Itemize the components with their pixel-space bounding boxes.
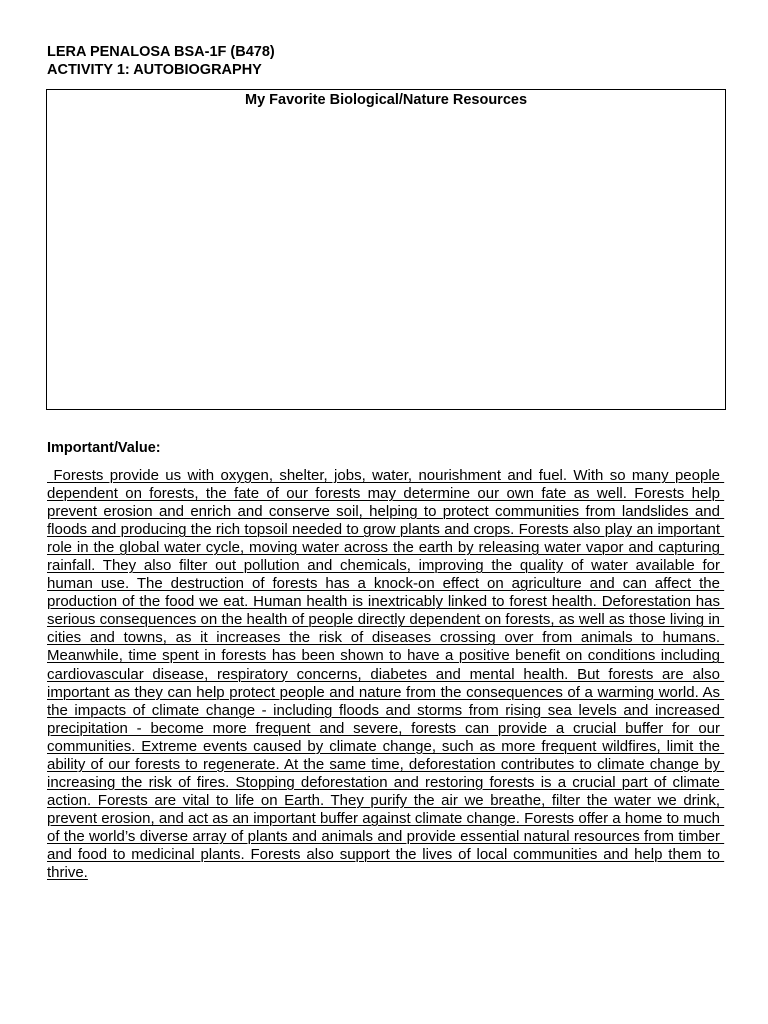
activity-title: ACTIVITY 1: AUTOBIOGRAPHY: [47, 62, 262, 78]
favorite-resources-box: [46, 89, 726, 410]
importance-paragraph: Forests provide us with oxygen, shelter, jobs, water, nourishment and fuel. With so many people dependent on forests, the fate of our forests may determine our own fate as well. Forests help prevent erosion and enrich and conserve soil, helping to protect communities from landslides and floods and producing the rich topsoil needed to grow plants and crops. Forests also play an important role in the global water cycle, moving water across the earth by releasing water vapor and capturing rainfall. They also filter out pollution and chemicals, improving the quality of water available for human use. The destruction of forests has a knock-on effect on agriculture and can affect the production of the food we eat. Human health is inextricably linked to forest health. Deforestation has serious consequences on the health of people directly dependent on forests, as well as those living in cities and towns, as it increases the risk of diseases crossing over from animals to humans. Meanwhile, time spent in forests has been shown to have a positive benefit on conditions including cardiovascular disease, respiratory concerns, diabetes and mental health. But forests are also important as they can help protect people and nature from the consequences of a warming world. As the impacts of climate change - including floods and storms from rising sea levels and increased precipitation - become more frequent and severe, forests can provide a crucial buffer for our communities. Extreme events caused by climate change, such as more frequent wildfires, limit the ability of our forests to regenerate. At the same time, deforestation contributes to climate change by increasing the risk of fires. Stopping deforestation and restoring forests is a crucial part of climate action. Forests are vital to life on Earth. They purify the air we breathe, filter the water we drink, prevent erosion, and act as an important buffer against climate change. Forests offer a home to much of the world’s diverse array of plants and animals and provide essential natural resources from timber and food to medicinal plants. Forests also support the lives of local communities and help them to thrive.: [47, 467, 725, 882]
student-name-line: LERA PENALOSA BSA-1F (B478): [47, 44, 275, 60]
importance-heading: Important/Value:: [47, 440, 161, 456]
box-title: My Favorite Biological/Nature Resources: [244, 92, 528, 108]
document-header: [47, 43, 275, 79]
